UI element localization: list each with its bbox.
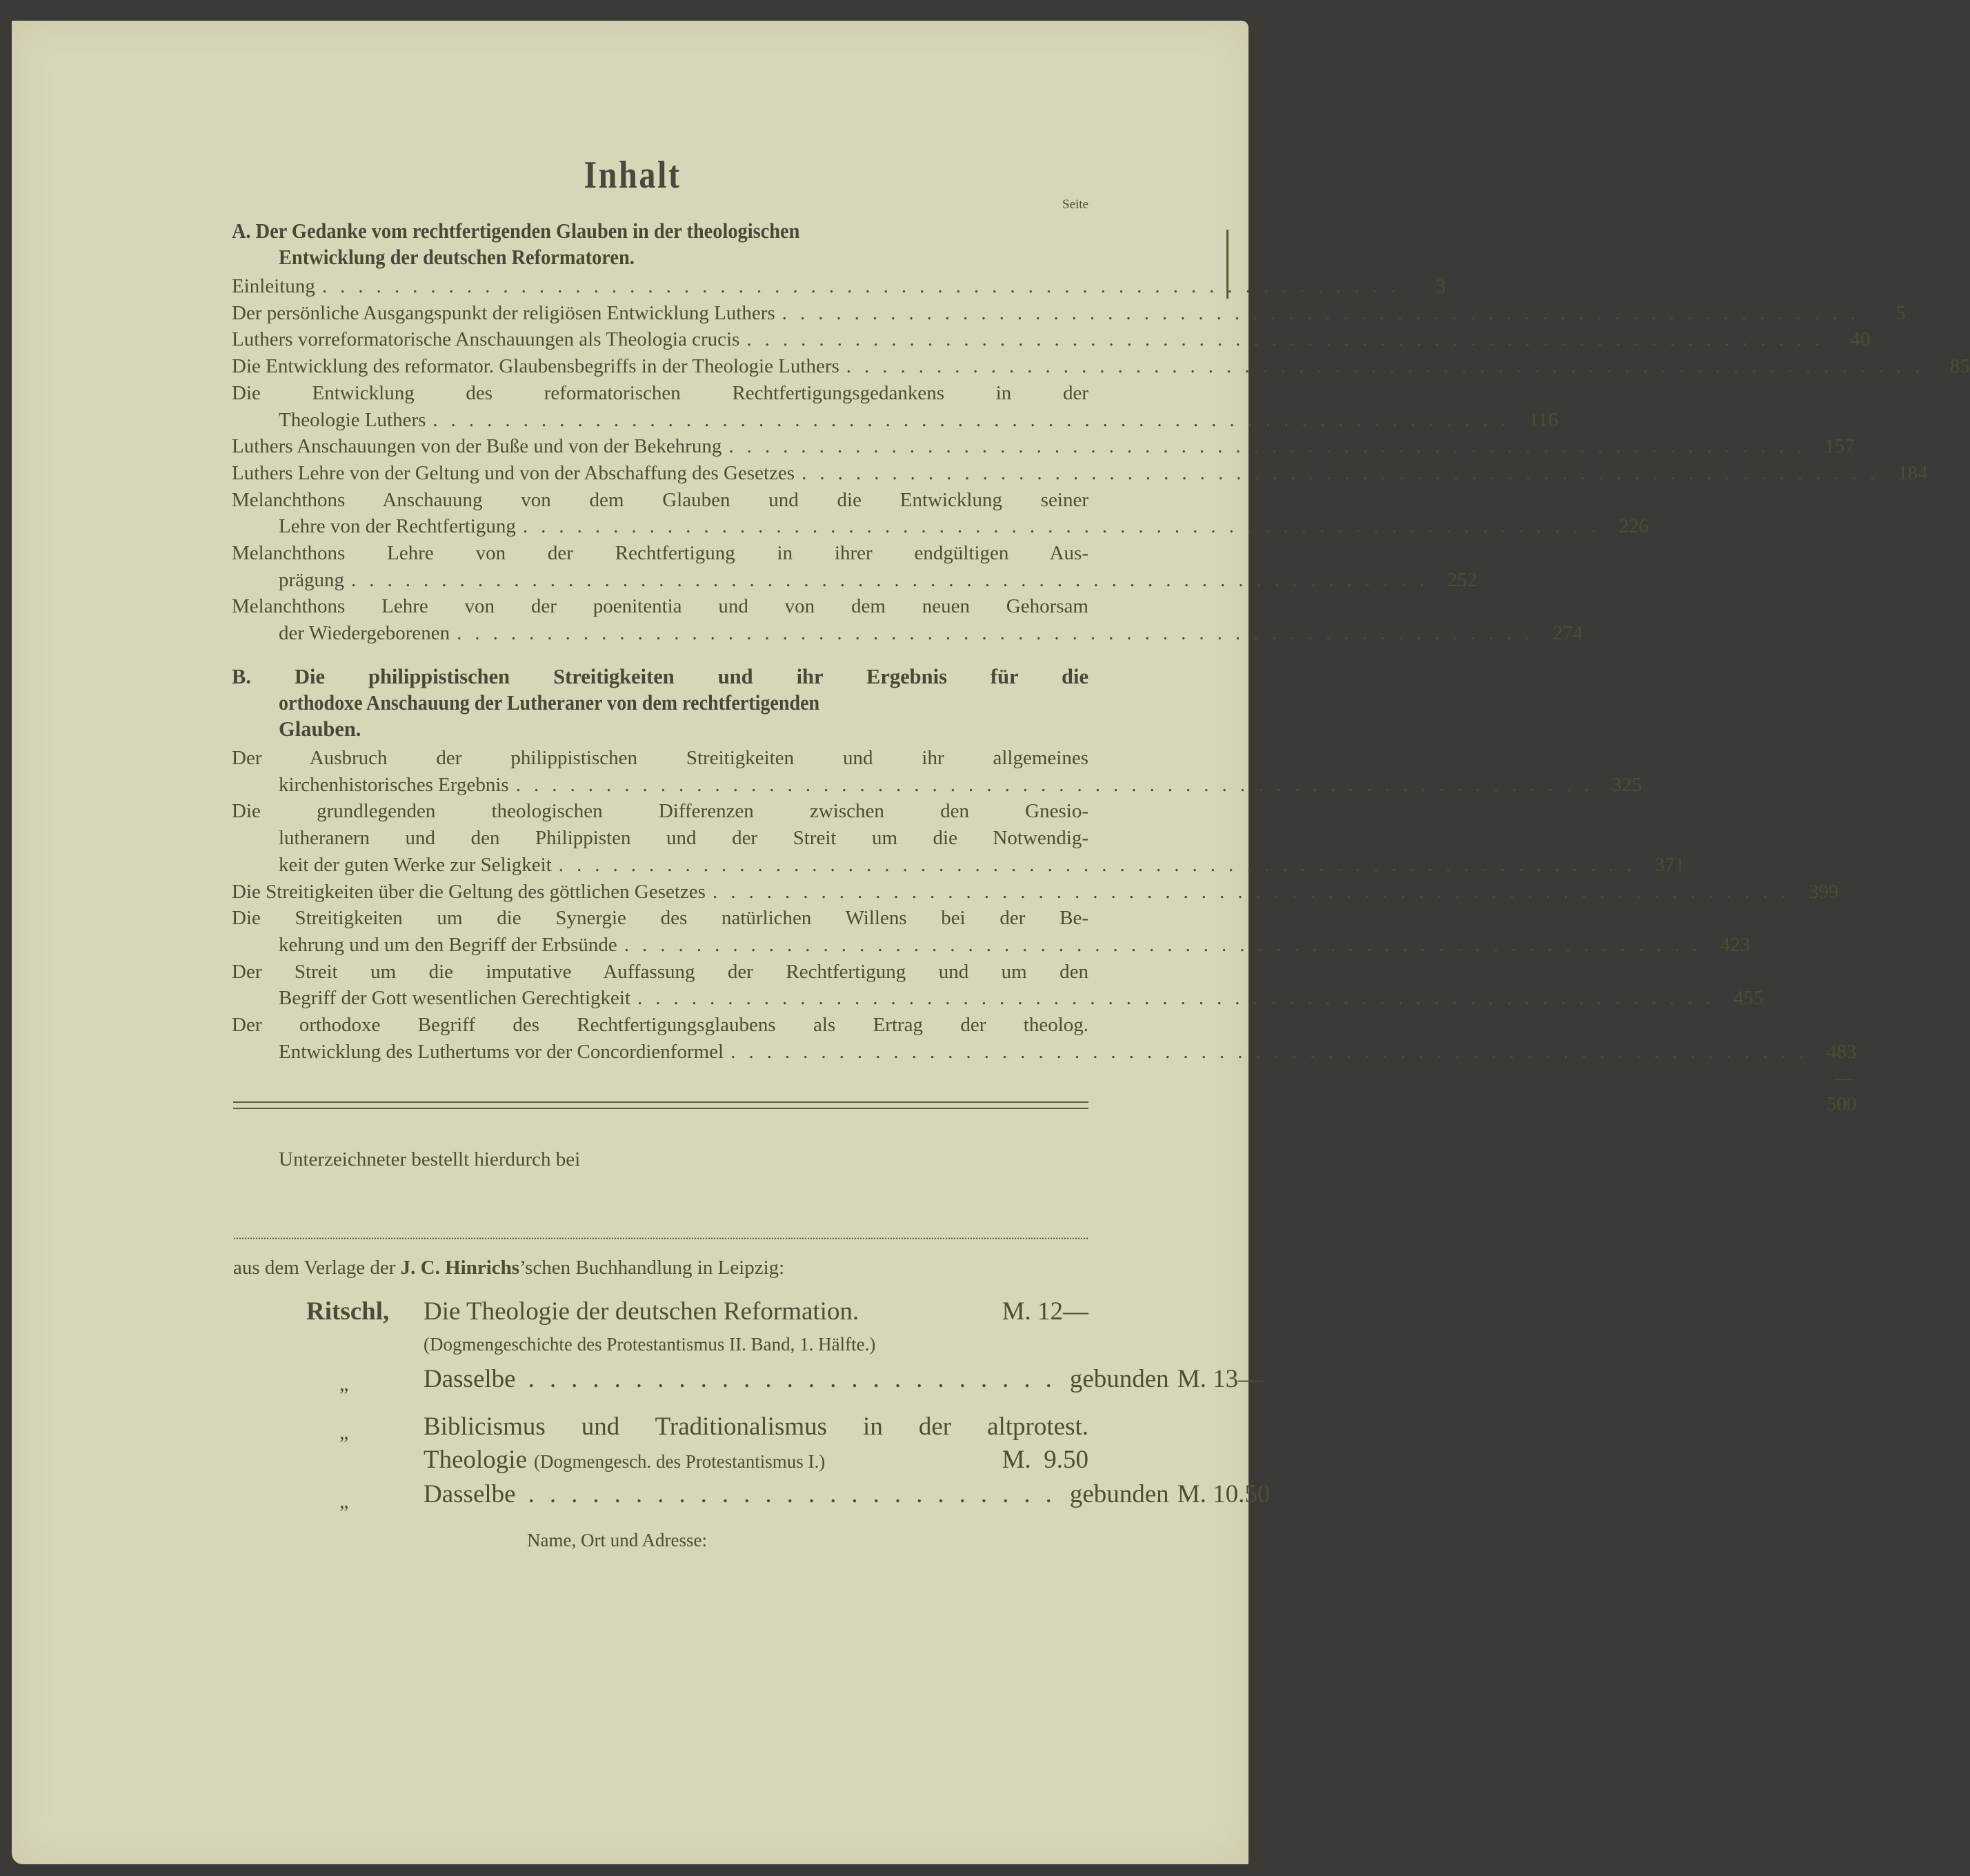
- section-b-heading-line2: [279, 691, 866, 715]
- ditto-mark-3: „: [339, 1490, 349, 1513]
- leader-dots: ............................................................: [321, 275, 1409, 297]
- toc-page-number[interactable]: 325: [1611, 773, 1642, 796]
- order-item-2: [424, 1364, 1264, 1394]
- page-column-label: Seite: [1062, 197, 1088, 212]
- toc-entry-line: [279, 825, 1088, 851]
- section-a-heading-text2: Entwicklung der deutschen Reformatoren.: [279, 246, 635, 269]
- item-3b-note: (Dogmengesch. des Protestantismus I.): [534, 1451, 826, 1472]
- toc-entry-line: [232, 540, 1088, 566]
- toc-entry-line: [279, 513, 1649, 539]
- toc-entry-text: Der Ausbruch der philippistischen Streitigkeiten und ihr allgemeines: [232, 747, 1088, 769]
- order-item-1: [424, 1297, 1088, 1326]
- toc-entry-text: Luthers Anschauungen von der Buße und von der Bekehrung: [232, 435, 722, 458]
- leader-dots: ............................................................: [558, 853, 1645, 876]
- toc-entry-line: [279, 985, 1764, 1011]
- page-title: Inhalt: [584, 154, 681, 197]
- publisher-line: [233, 1257, 784, 1279]
- leader-dots: ............................................................: [515, 773, 1602, 796]
- toc-page-number[interactable]: 423: [1720, 933, 1751, 956]
- section-b-heading-text1: B. Die philippistischen Streitigkeiten und ihr Ergebnis für die: [232, 665, 1088, 688]
- toc-entry-text: Luthers Lehre von der Geltung und von der Abschaffung des Gesetzes: [232, 461, 795, 484]
- toc-entry-line: [232, 273, 1446, 299]
- publisher-suffix: ’schen Buchhandlung in Leipzig:: [519, 1257, 785, 1279]
- toc-page-number[interactable]: 371: [1654, 853, 1685, 876]
- order-item-4: [424, 1479, 1271, 1509]
- toc-entry-text: Einleitung: [232, 275, 315, 297]
- toc-entry-text: Entwicklung des Luthertums vor der Concordienformel: [279, 1040, 724, 1063]
- leader-dots: ............................................................: [802, 461, 1889, 484]
- toc-entry-text: Lehre von der Rechtfertigung: [279, 515, 516, 538]
- order-item-3: [424, 1412, 1088, 1441]
- toc-entry-text: Die Entwicklung des reformatorischen Rechtfertigungsgedankens in der: [232, 381, 1088, 404]
- toc-page-number[interactable]: 252: [1447, 568, 1478, 591]
- leader-dots: ............................................................: [457, 622, 1544, 645]
- toc-entry-text: Melanchthons Anschauung von dem Glauben und die Entwicklung seiner: [232, 488, 1088, 511]
- toc-entry-text: der Wiedergeborenen: [279, 622, 450, 645]
- toc-entry-text: Melanchthons Lehre von der poenitentia und von dem neuen Gehorsam: [232, 595, 1088, 618]
- toc-entry-text: Die Entwicklung des reformator. Glaubensbegriffs in der Theologie Luthers: [232, 355, 839, 378]
- toc-entry-line: [232, 460, 1928, 486]
- leader-dots: ............................................................: [351, 568, 1438, 591]
- item-1-title: Die Theologie der deutschen Reformation.: [424, 1297, 859, 1326]
- toc-entry-line: [232, 593, 1088, 619]
- item-3b-title: Theologie: [424, 1446, 528, 1474]
- toc-entry-line: [232, 326, 1871, 352]
- item-4-title: Dasselbe: [424, 1480, 516, 1508]
- toc-entry-text: Luthers vorreformatorische Anschauungen als Theologia crucis: [232, 328, 740, 351]
- toc-page-number[interactable]: 226: [1618, 515, 1649, 538]
- item-4-binding: gebunden: [1069, 1480, 1169, 1508]
- item-3-title: Biblicismus und Traditionalismus in der altprotest.: [424, 1413, 1088, 1441]
- address-label: Name, Ort und Adresse:: [527, 1530, 707, 1550]
- signature-dotted-line[interactable]: [233, 1237, 1088, 1239]
- toc-page-number[interactable]: 85: [1949, 355, 1970, 378]
- toc-entry-line: [232, 745, 1088, 771]
- item-2-leader-dots: .........................: [528, 1365, 1067, 1393]
- toc-page-number[interactable]: 5: [1896, 301, 1906, 324]
- toc-entry-text: Die Streitigkeiten um die Synergie des natürlichen Willens bei der Be-: [232, 907, 1088, 930]
- toc-page-number[interactable]: 3: [1435, 275, 1446, 297]
- toc-entry-line: [279, 1039, 1857, 1115]
- toc-entry-text: kirchenhistorisches Ergebnis: [279, 773, 509, 796]
- toc-entry-line: [232, 487, 1088, 513]
- leader-dots: ............................................................: [730, 1040, 1818, 1063]
- toc-entry-text: Theologie Luthers: [279, 408, 426, 431]
- section-a-heading-line1: [232, 219, 842, 243]
- toc-page-number[interactable]: 40: [1850, 328, 1871, 351]
- leader-dots: ............................................................: [728, 435, 1815, 458]
- toc-entry-line: [232, 798, 1088, 824]
- section-b-heading-line1: [232, 665, 1088, 689]
- leader-dots: ............................................................: [522, 515, 1609, 538]
- item-2-binding: gebunden: [1069, 1365, 1169, 1393]
- section-b-heading-line3: [279, 717, 361, 741]
- item-4-leader-dots: .........................: [528, 1480, 1067, 1508]
- ditto-mark-1: „: [339, 1373, 349, 1395]
- toc-page-number[interactable]: 157: [1824, 435, 1855, 458]
- item-2-title: Dasselbe: [424, 1365, 516, 1393]
- leader-dots: ............................................................: [746, 328, 1833, 351]
- section-b-heading-text3: Glauben.: [279, 717, 361, 741]
- toc-entry-text: lutheranern und den Philippisten und der Streit um die Notwendig-: [279, 827, 1088, 850]
- order-item-3-cont: [424, 1445, 1088, 1475]
- toc-entry-line: [279, 407, 1558, 433]
- item-4-price: M. 10.50: [1177, 1480, 1271, 1508]
- toc-entry-line: [232, 380, 1088, 406]
- toc-entry-text: Melanchthons Lehre von der Rechtfertigung in ihrer endgültigen Aus-: [232, 542, 1088, 564]
- ditto-mark-2: „: [339, 1421, 349, 1444]
- section-a-heading-line2: [279, 246, 661, 270]
- toc-entry-line: [279, 772, 1642, 798]
- toc-entry-text: Die grundlegenden theologischen Differenzen zwischen den Gnesio-: [232, 800, 1088, 823]
- double-rule-top: [233, 1101, 1088, 1103]
- toc-page-number[interactable]: 274: [1553, 622, 1583, 645]
- item-2-price: M. 13—: [1177, 1365, 1264, 1393]
- leader-dots: ............................................................: [637, 987, 1724, 1010]
- toc-entry-line: [232, 433, 1855, 459]
- order-intro: Unterzeichneter bestellt hierdurch bei: [279, 1148, 581, 1170]
- toc-page-number[interactable]: 483—500: [1827, 1040, 1857, 1115]
- publisher-prefix: aus dem Verlage der: [233, 1257, 396, 1279]
- toc-entry-line: [279, 567, 1478, 593]
- toc-page-number[interactable]: 184: [1898, 461, 1928, 484]
- toc-entry-line: [232, 959, 1088, 985]
- toc-entry-text: Die Streitigkeiten über die Geltung des göttlichen Gesetzes: [232, 880, 706, 903]
- leader-dots: ............................................................: [624, 933, 1711, 956]
- leader-dots: ............................................................: [782, 301, 1869, 324]
- leader-dots: ............................................................: [432, 408, 1520, 431]
- toc-entry-text: prägung: [279, 568, 345, 591]
- leader-dots: ............................................................: [846, 355, 1933, 378]
- double-rule-bottom: [233, 1108, 1088, 1109]
- toc-page-number[interactable]: 399: [1808, 880, 1839, 903]
- leader-dots: ............................................................: [712, 880, 1799, 903]
- toc-entry-text: Begriff der Gott wesentlichen Gerechtigkeit: [279, 987, 631, 1010]
- section-a-heading-text1: A. Der Gedanke vom rechtfertigenden Glauben in der theologischen: [232, 219, 800, 243]
- toc-entry-line: [232, 353, 1970, 379]
- toc-entry-line: [279, 620, 1583, 646]
- toc-entry-text: kehrung und um den Begriff der Erbsünde: [279, 933, 617, 956]
- item-1-price: M. 12—: [1002, 1297, 1088, 1326]
- toc-entry-line: [279, 932, 1751, 958]
- toc-entry-text: Der Streit um die imputative Auffassung der Rechtfertigung und um den: [232, 960, 1088, 983]
- item-1-note: (Dogmengeschichte des Protestantismus II. Band, 1. Hälfte.): [424, 1334, 876, 1355]
- item-3b-price: M. 9.50: [1002, 1446, 1088, 1474]
- toc-entry-line: [279, 852, 1685, 878]
- toc-entry-text: Der persönliche Ausgangspunkt der religiösen Entwicklung Luthers: [232, 301, 775, 324]
- toc-entry-line: [232, 879, 1839, 905]
- publisher-name: J. C. Hinrichs: [400, 1257, 520, 1279]
- section-b-heading-text2: orthodoxe Anschauung der Lutheraner von dem rechtfertigenden: [279, 691, 820, 715]
- author-name: Ritschl,: [306, 1297, 390, 1326]
- toc-page-number[interactable]: 455: [1733, 987, 1764, 1010]
- toc-entry-text: keit der guten Werke zur Seligkeit: [279, 853, 552, 876]
- toc-entry-line: [232, 905, 1088, 931]
- toc-entry-line: [232, 300, 1906, 326]
- toc-page-number[interactable]: 116: [1529, 408, 1558, 431]
- toc-entry-text: Der orthodoxe Begriff des Rechtfertigungsglaubens als Ertrag der theolog.: [232, 1014, 1088, 1036]
- toc-entry-line: [232, 1012, 1088, 1038]
